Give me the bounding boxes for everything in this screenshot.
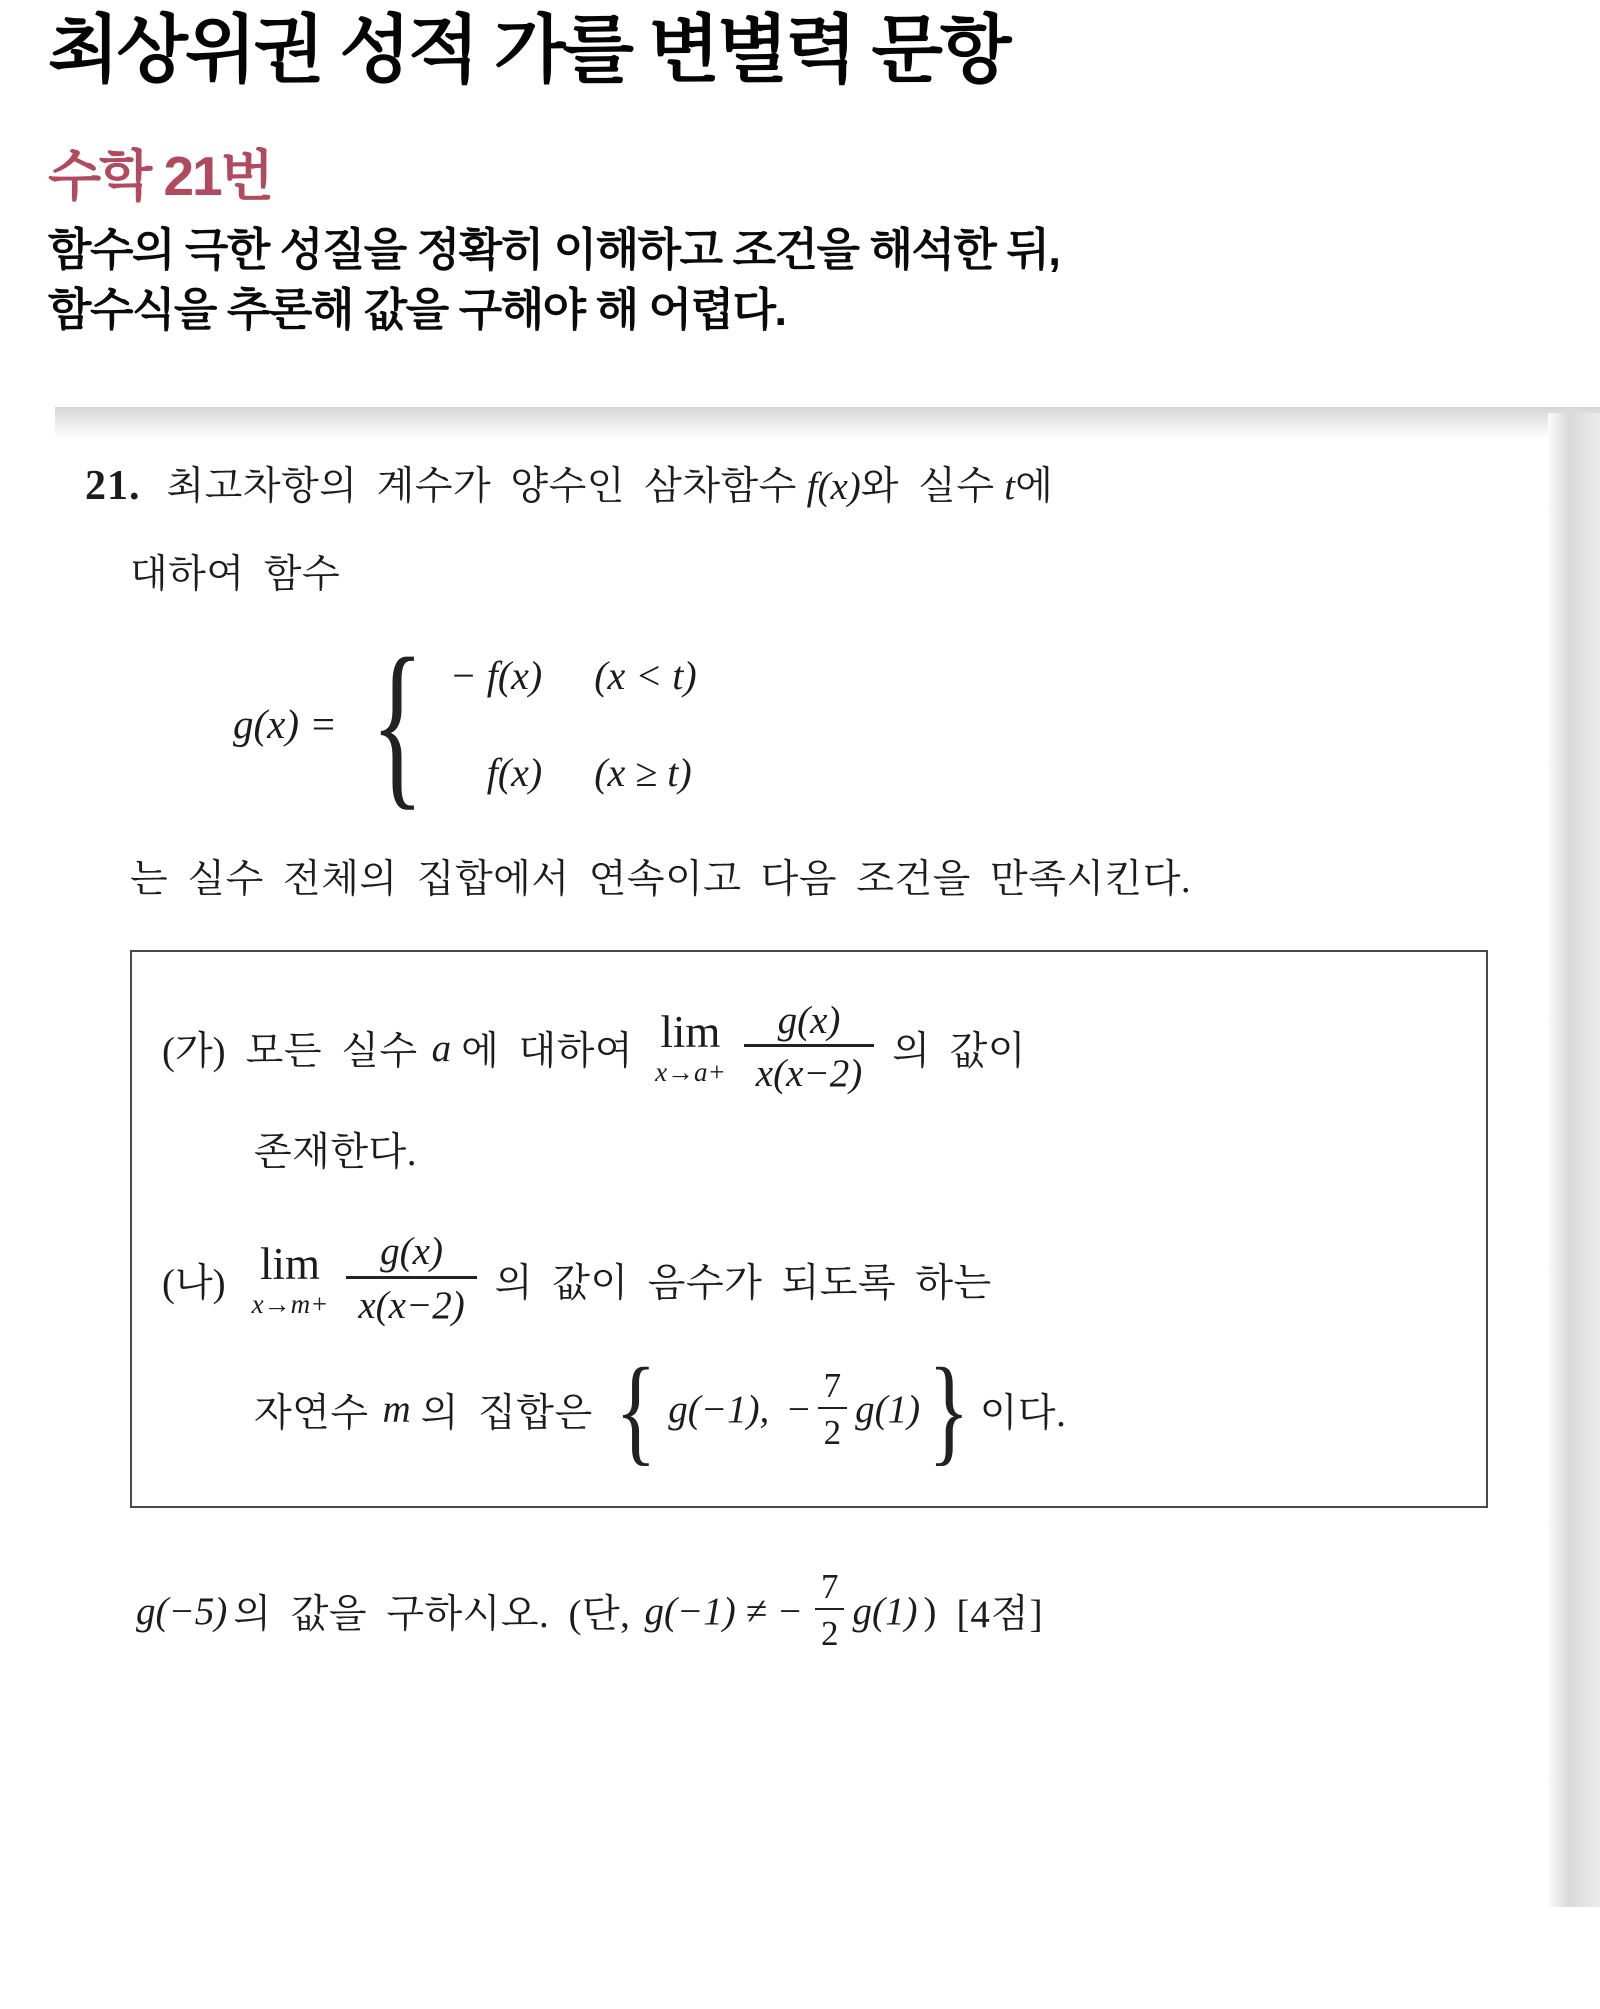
set-item2: g(1) <box>855 1388 921 1432</box>
case1-condition: (x < t) <box>594 653 697 699</box>
case2-condition: (x ≥ t) <box>594 750 692 796</box>
question-g-minus5: g(−5) <box>136 1589 228 1633</box>
condition-ga-var-a: a <box>431 1026 452 1070</box>
statement-t: t <box>1004 465 1016 509</box>
question-neq-right: g(1) <box>852 1589 918 1633</box>
card-right-shadow <box>1548 413 1600 1907</box>
description <box>48 220 1600 339</box>
condition-na-post: 의 값이 음수가 되도록 하는 <box>494 1261 992 1305</box>
piecewise-equation <box>233 621 1488 827</box>
condition-ga-label: (가) <box>162 1030 226 1074</box>
fraction-denominator: 2 <box>818 1407 848 1455</box>
question-close-paren: ) <box>923 1589 937 1633</box>
description-line2: 함수식을 추론해 값을 구해야 해 어렵다. <box>48 283 786 335</box>
fraction-numerator: 7 <box>820 1567 839 1607</box>
piecewise-cases <box>450 652 697 796</box>
set-item1: g(−1), <box>668 1388 770 1432</box>
lim-subscript: x→a+ <box>655 1057 726 1088</box>
condition-na-fraction <box>346 1229 476 1331</box>
condition-na-line2-end: 이다. <box>979 1391 1067 1435</box>
piecewise-lhs: g(x) = <box>233 701 337 748</box>
statement-end: 에 <box>1015 465 1054 509</box>
statement-pre: 최고차항의 계수가 양수인 삼차함수 <box>166 465 797 509</box>
question-neq-left: g(−1) ≠ − <box>644 1589 803 1633</box>
condition-ga <box>162 998 1466 1178</box>
problem-statement-line1 <box>85 455 1488 511</box>
question-fraction <box>815 1566 845 1656</box>
fraction-denominator: x(x−2) <box>346 1276 476 1331</box>
condition-na-line1 <box>162 1229 1466 1331</box>
condition-ga-pre1: 모든 실수 <box>245 1030 418 1074</box>
condition-na-line2-mid: 의 집합은 <box>420 1391 593 1435</box>
condition-na-line2: 자연수 m 의 집합은 { g(−1), − $\frac{7}{2}$ g(1) } 이다. <box>254 1342 1067 1476</box>
section-subtitle: 수학 21번 <box>48 145 272 208</box>
left-brace-glyph: { <box>370 621 424 827</box>
lim-subscript: x→m+ <box>251 1288 329 1319</box>
statement-fx: f(x) <box>806 465 861 509</box>
fraction-numerator: g(x) <box>380 1230 443 1274</box>
case1-expression: − f(x) <box>449 653 543 699</box>
set-fraction <box>818 1365 848 1455</box>
fraction-denominator: 2 <box>815 1608 845 1656</box>
problem-statement-line2: 대하여 함수 <box>130 553 341 597</box>
condition-na-line2-pre: 자연수 <box>254 1391 369 1435</box>
question-points: [4점] <box>956 1593 1044 1637</box>
continuity-line: 는 실수 전체의 집합에서 연속이고 다음 조건을 만족시킨다. <box>130 857 1192 901</box>
condition-ga-pre2: 에 대하여 <box>461 1030 634 1074</box>
condition-na-var-m: m <box>382 1388 411 1432</box>
page-title: 최상위권 성적 가를 변별력 문항 <box>48 8 1009 91</box>
condition-ga-line2: 존재한다. <box>254 1131 417 1175</box>
article-page <box>0 6 1600 2009</box>
problem-image-card <box>55 407 1600 1907</box>
fraction-numerator: 7 <box>823 1365 842 1405</box>
set-minus-sign: − <box>785 1388 812 1432</box>
condition-ga-line1 <box>162 998 1466 1100</box>
condition-ga-post: 의 값이 <box>892 1030 1026 1074</box>
conditions-box <box>130 950 1488 1509</box>
fraction-denominator: x(x−2) <box>744 1044 874 1099</box>
lim-word: lim <box>660 1007 721 1058</box>
condition-na-limit <box>251 1238 329 1319</box>
problem-content <box>55 407 1548 1656</box>
problem-number: 21. <box>85 463 141 510</box>
condition-ga-fraction <box>744 998 874 1100</box>
statement-mid: 와 실수 <box>860 465 995 509</box>
lim-word: lim <box>260 1238 321 1289</box>
condition-na-label: (나) <box>162 1261 226 1305</box>
question-mid: 의 값을 구하시오. (단, <box>233 1593 631 1637</box>
question-line <box>130 1566 1488 1656</box>
condition-ga-limit <box>655 1007 726 1088</box>
description-line1: 함수의 극한 성질을 정확히 이해하고 조건을 해석한 뒤, <box>48 224 1060 276</box>
fraction-numerator: g(x) <box>777 998 841 1042</box>
condition-na <box>162 1229 1466 1476</box>
case2-expression: f(x) <box>486 750 543 796</box>
